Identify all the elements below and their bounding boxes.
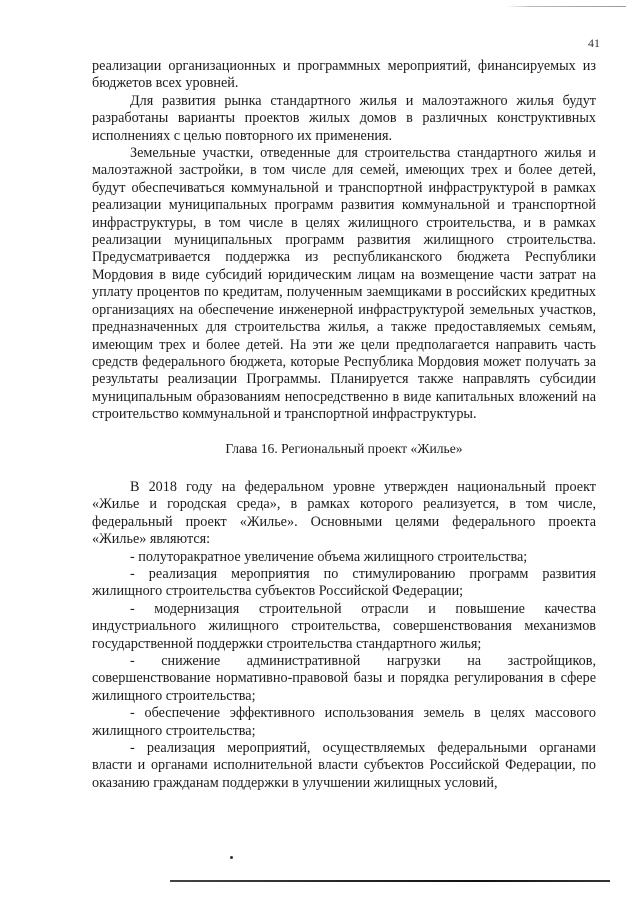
goal-item: - реализация мероприятий, осуществляемых федеральными органами власти и органами исполнительной власти субъектов Российской Федерации, по оказанию гражданам поддержки в улучшении жилищных условий, (92, 740, 596, 791)
page-number: 41 (588, 36, 600, 50)
goal-item: - полуторакратное увеличение объема жилищного строительства; (130, 548, 528, 565)
chapter-heading: Глава 16. Региональный проект «Жилье» (225, 440, 463, 456)
goal-item: - реализация мероприятия по стимулированию программ развития жилищного строительства субъектов Российской Федерации; (92, 565, 596, 600)
page-body (92, 58, 596, 792)
scan-speck (230, 856, 233, 859)
scan-bottom-line (170, 880, 610, 882)
paragraph-standard-housing: Для развития рынка стандартного жилья и малоэтажного жилья будут разработаны варианты проектов жилых домов в различных конструктивных исполнениях с целью повторного их применения. (92, 92, 596, 144)
paragraph-intro: В 2018 году на федеральном уровне утвержден национальный проект «Жилье и городская среда», в рамках которого реализуется, в том числе, федеральный проект «Жилье». Основными целями федерального проекта «Жилье» являются: (92, 478, 596, 548)
scan-edge-line (506, 6, 626, 7)
goal-item: - обеспечение эффективного использования земель в целях массового жилищного строительства; (92, 705, 596, 739)
goal-item: - модернизация строительной отрасли и повышение качества индустриального жилищного строительства, совершенствования механизмов государственной поддержки строительства стандартного жилья; (92, 600, 596, 652)
paragraph-continuation: реализации организационных и программных мероприятий, финансируемых из бюджетов всех уровней. (92, 58, 596, 92)
paragraph-land-plots: Земельные участки, отведенные для строительства стандартного жилья и малоэтажной застройки, в том числе для семей, имеющих трех и более детей, будут обеспечиваться коммунальной и транспортной инфраструктурой в рамках реализации муниципальных программ развития коммунальной и транспортной инфраструктуры, в том числе в целях жилищного строительства, и в рамках реализации муниципальных программ развития жилищного строительства. Предусматривается поддержка из республиканского бюджета Республики Мордовия в виде субсидий юридическим лицам на возмещение части затрат на уплату процентов по кредитам, полученным заемщиками в российских кредитных организациях на обеспечение инженерной инфраструктурой земельных участков, предназначенных для строительства жилья, а также предоставляемых семьям, имеющим трех и более детей. На эти же цели предполагается направить часть средств федерального бюджета, которые Республика Мордовия может получать за результаты реализации Программы. Планируется также направлять субсидии муниципальным образованиям непосредственно в виде капитальных вложений на строительство коммунальной и транспортной инфраструктуры. (92, 145, 596, 423)
goal-item: - снижение административной нагрузки на застройщиков, совершенствование нормативно-правовой базы и порядка регулирования в сфере жилищного строительства; (92, 653, 596, 704)
